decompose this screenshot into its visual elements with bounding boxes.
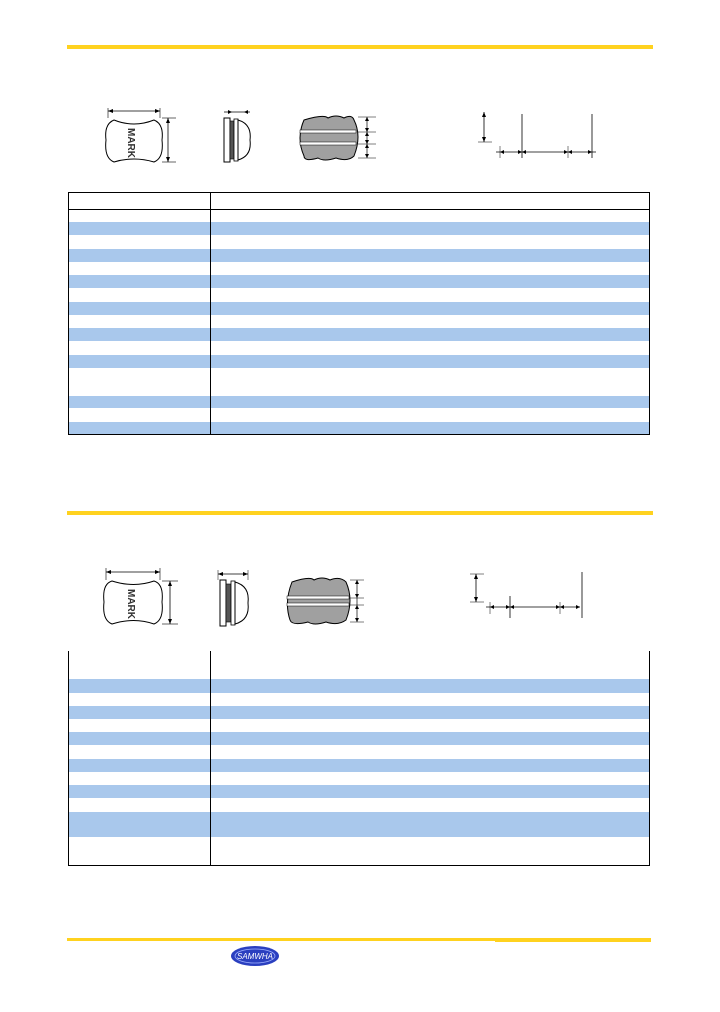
section2-top-view-drawing [98,564,188,632]
table-row [69,785,649,798]
section1-mark-label: MARK [125,128,136,158]
table-row [69,732,649,745]
table-row [69,396,649,408]
table-row [69,679,649,693]
section2-mark-label: MARK [125,589,136,619]
section2-land-pattern-drawing [464,568,594,624]
section1-top-view-drawing [100,100,190,170]
table-row [69,302,649,315]
section2-spec-table [68,651,650,866]
section1-spec-table [68,192,650,435]
section2-top-rule [67,511,653,515]
logo-text: SAMWHA [237,952,273,961]
table-row [69,222,649,235]
footer-rule-left [67,938,495,941]
table-row [69,275,649,288]
section1-side-view-drawing [218,104,258,168]
section1-land-pattern-drawing [470,108,610,164]
table-column-divider [210,193,211,434]
table-row [69,355,649,368]
section2-bottom-view-drawing [284,576,368,632]
section1-top-rule [67,45,653,49]
section2-side-view-drawing [214,566,254,632]
section1-bottom-view-drawing [296,112,380,168]
company-logo [229,944,281,968]
table-row [69,249,649,262]
table-row [69,759,649,772]
table-column-divider [210,651,211,865]
table-row [69,812,649,837]
table-row [69,706,649,719]
table-header-divider [69,209,649,210]
footer-rule-right [495,938,651,942]
table-row [69,328,649,341]
table-row [69,422,649,434]
